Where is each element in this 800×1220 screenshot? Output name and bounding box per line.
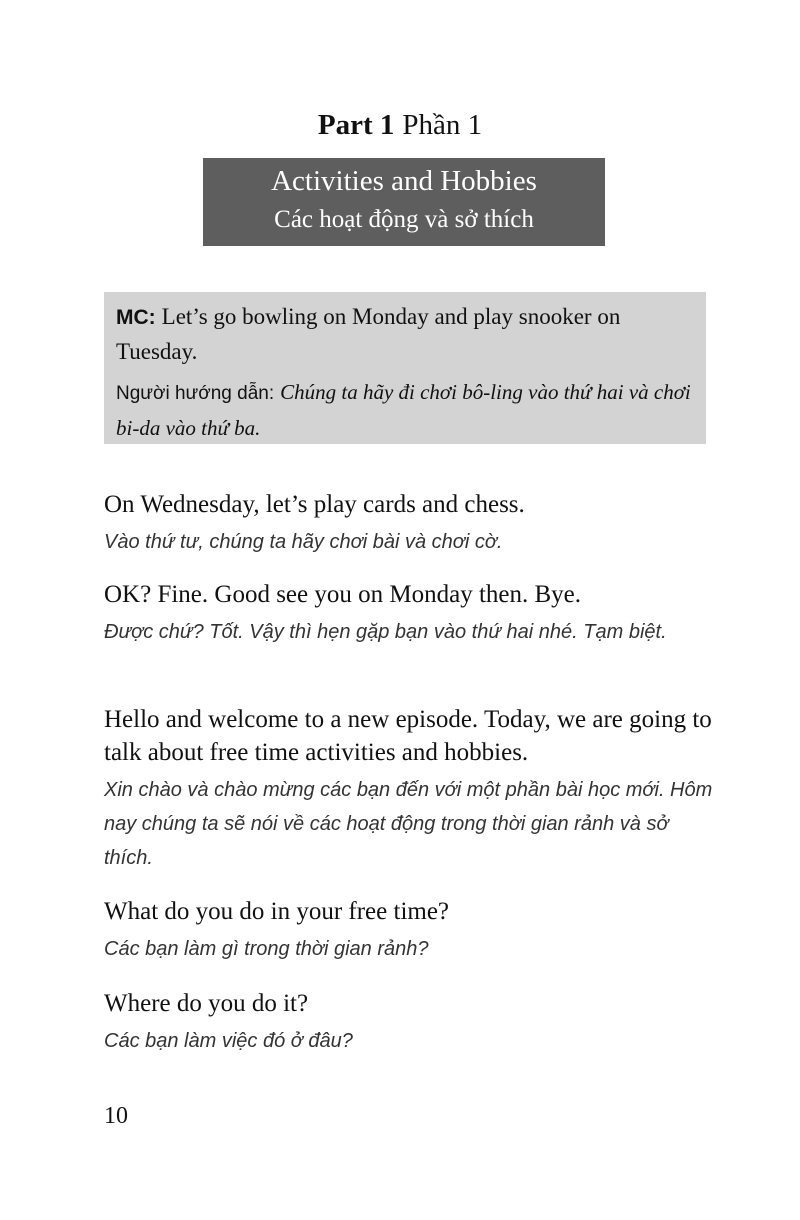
sentence-en: OK? Fine. Good see you on Monday then. Bye. bbox=[104, 581, 582, 608]
mc-line-vi bbox=[116, 375, 694, 445]
dialogue-pair-3 bbox=[104, 703, 720, 875]
part-heading bbox=[0, 108, 800, 142]
sentence-vi: Các bạn làm việc đó ở đâu? bbox=[104, 1030, 353, 1052]
mc-text-vi: Chúng ta hãy đi chơi bô-ling vào thứ hai và chơi bi-da vào thứ ba. bbox=[116, 380, 691, 440]
dialogue-pair-2 bbox=[104, 578, 720, 649]
sentence-en: What do you do in your free time? bbox=[104, 898, 450, 925]
chapter-title-box bbox=[203, 158, 605, 246]
part-label-en: Part 1 bbox=[317, 109, 395, 141]
sentence-vi: Được chứ? Tốt. Vậy thì hẹn gặp bạn vào thứ hai nhé. Tạm biệt. bbox=[104, 621, 667, 643]
dialogue-pair-1 bbox=[104, 488, 720, 559]
mc-label: MC: bbox=[116, 306, 156, 329]
part-label-vi: Phần 1 bbox=[402, 109, 483, 141]
mc-label-vi: Người hướng dẫn: bbox=[116, 383, 275, 404]
sentence-vi: Các bạn làm gì trong thời gian rảnh? bbox=[104, 938, 429, 960]
sentence-vi: Xin chào và chào mừng các bạn đến với một phần bài học mới. Hôm nay chúng ta sẽ nói về các hoạt động trong thời gian rảnh và sở thích. bbox=[104, 779, 713, 869]
page-number: 10 bbox=[104, 1103, 128, 1129]
dialogue-pair-5 bbox=[104, 987, 720, 1058]
chapter-title-vi: Các hoạt động và sở thích bbox=[274, 206, 534, 233]
mc-dialogue-box bbox=[104, 292, 706, 444]
chapter-title-en: Activities and Hobbies bbox=[271, 165, 537, 197]
mc-line-en bbox=[116, 300, 694, 369]
mc-text-en: Let’s go bowling on Monday and play snooker on Tuesday. bbox=[116, 304, 621, 364]
sentence-vi: Vào thứ tư, chúng ta hãy chơi bài và chơi cờ. bbox=[104, 531, 503, 553]
sentence-en: On Wednesday, let’s play cards and chess. bbox=[104, 491, 525, 518]
sentence-en: Where do you do it? bbox=[104, 990, 309, 1017]
dialogue-pair-4 bbox=[104, 895, 720, 966]
sentence-en: Hello and welcome to a new episode. Today, we are going to talk about free time activities and hobbies. bbox=[104, 706, 712, 766]
